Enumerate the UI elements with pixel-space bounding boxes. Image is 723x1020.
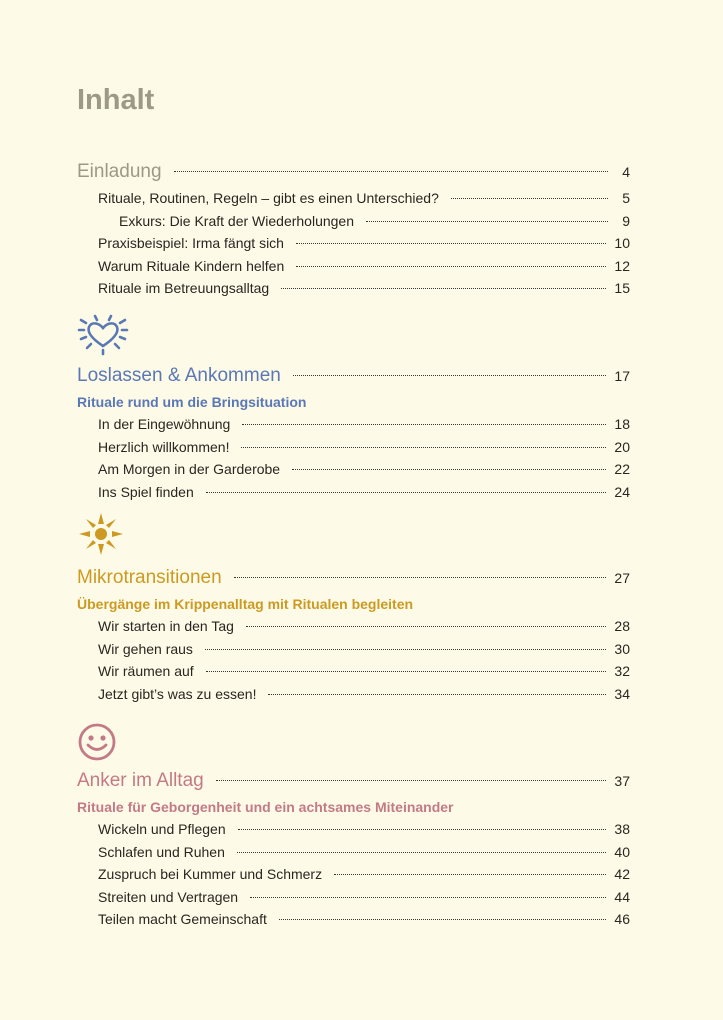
page-number: 28 (614, 618, 630, 634)
dot-leader (242, 424, 606, 425)
toc-entry[interactable] (77, 841, 630, 864)
entry-label: Wir gehen raus (98, 640, 193, 657)
entry-label: Streiten und Vertragen (98, 888, 239, 905)
page-number: 4 (622, 164, 630, 180)
toc-entry[interactable] (77, 886, 630, 909)
page-number: 34 (614, 685, 630, 702)
toc-entry[interactable] (77, 458, 630, 481)
page-number: 15 (614, 280, 630, 297)
dot-leader (293, 375, 607, 376)
toc-entry[interactable] (77, 255, 630, 278)
page-number: 37 (614, 773, 630, 789)
toc-entry[interactable] (77, 481, 630, 504)
section-heading-row[interactable] (77, 361, 630, 391)
page-number: 40 (614, 843, 630, 860)
entry-label: Praxisbeispiel: Irma fängt sich (98, 235, 284, 252)
toc-entry[interactable] (77, 863, 630, 886)
section-heading-row[interactable] (77, 563, 630, 593)
toc-entry[interactable] (77, 436, 630, 459)
section-subtitle: Rituale rund um die Bringsituation (77, 394, 307, 410)
toc-entry[interactable] (77, 232, 630, 255)
section-einladung (77, 157, 630, 300)
dot-leader (246, 626, 607, 627)
section-mikrotransitionen (77, 563, 630, 705)
page-number: 24 (614, 483, 630, 500)
page-number: 9 (622, 212, 630, 229)
heart-rays-icon (77, 312, 129, 361)
dot-leader (334, 874, 606, 875)
dot-leader (234, 577, 607, 578)
page-number: 17 (614, 368, 630, 384)
toc-entry[interactable] (77, 660, 630, 683)
entry-label: In der Eingewöhnung (98, 416, 231, 432)
entry-label: Warum Rituale Kindern helfen (98, 257, 285, 274)
dot-leader (216, 780, 607, 781)
page-number: 44 (614, 888, 630, 905)
dot-leader (268, 694, 606, 695)
page-number: 32 (614, 663, 630, 680)
page-number: 20 (614, 438, 630, 455)
section-heading: Anker im Alltag (77, 770, 204, 791)
dot-leader (237, 852, 607, 853)
entry-label: Rituale im Betreuungsalltag (98, 280, 270, 297)
dot-leader (296, 266, 606, 267)
entry-label: Wir räumen auf (98, 663, 194, 680)
dot-leader (205, 649, 606, 650)
page-number: 42 (614, 866, 630, 883)
smiley-icon (77, 722, 119, 769)
page-number: 38 (614, 821, 630, 837)
toc-entry[interactable] (77, 615, 630, 638)
entry-label: Jetzt gibt’s was zu essen! (98, 685, 257, 702)
page-number: 22 (614, 461, 630, 478)
dot-leader (174, 171, 608, 172)
entry-label: Zuspruch bei Kummer und Schmerz (98, 866, 323, 883)
toc-entry[interactable] (77, 908, 630, 931)
section-heading: Einladung (77, 161, 162, 182)
entry-label: Herzlich willkommen! (98, 438, 230, 455)
page-number: 10 (614, 235, 630, 252)
section-heading-row[interactable] (77, 157, 630, 187)
dot-leader (296, 243, 606, 244)
dot-leader (279, 919, 607, 920)
page-number: 12 (614, 257, 630, 274)
entry-label: Ins Spiel finden (98, 483, 194, 500)
dot-leader (241, 447, 606, 448)
section-heading: Mikrotransitionen (77, 567, 222, 588)
sun-icon (77, 511, 125, 562)
toc-entry[interactable] (77, 210, 630, 233)
toc-entry[interactable] (77, 818, 630, 841)
page-title: Inhalt (77, 84, 155, 116)
page-number: 27 (614, 570, 630, 586)
section-heading-row[interactable] (77, 766, 630, 796)
page-number: 18 (614, 416, 630, 432)
entry-label: Wickeln und Pflegen (98, 821, 226, 837)
page-number: 30 (614, 640, 630, 657)
dot-leader (451, 198, 608, 199)
section-loslassen (77, 361, 630, 503)
dot-leader (281, 288, 606, 289)
section-heading: Loslassen & Ankommen (77, 365, 281, 386)
toc-entry[interactable] (77, 683, 630, 706)
dot-leader (292, 469, 606, 470)
entry-label: Teilen macht Gemeinschaft (98, 911, 267, 928)
entry-label: Rituale, Routinen, Regeln – gibt es einen Unterschied? (98, 190, 439, 206)
toc-entry[interactable] (77, 413, 630, 436)
entry-label: Exkurs: Die Kraft der Wiederholungen (119, 212, 354, 229)
dot-leader (250, 897, 606, 898)
dot-leader (206, 671, 607, 672)
entry-label: Wir starten in den Tag (98, 618, 234, 634)
toc-entry[interactable] (77, 277, 630, 300)
page-number: 46 (614, 911, 630, 928)
entry-label: Am Morgen in der Garderobe (98, 461, 281, 478)
section-subtitle: Rituale für Geborgenheit und ein achtsames Miteinander (77, 799, 454, 815)
dot-leader (366, 221, 608, 222)
page-number: 5 (622, 190, 630, 206)
section-subtitle: Übergänge im Krippenalltag mit Ritualen begleiten (77, 596, 414, 612)
dot-leader (238, 829, 607, 830)
entry-label: Schlafen und Ruhen (98, 843, 225, 860)
toc-entry[interactable] (77, 638, 630, 661)
dot-leader (206, 492, 607, 493)
section-anker (77, 766, 630, 931)
toc-entry[interactable] (77, 187, 630, 210)
